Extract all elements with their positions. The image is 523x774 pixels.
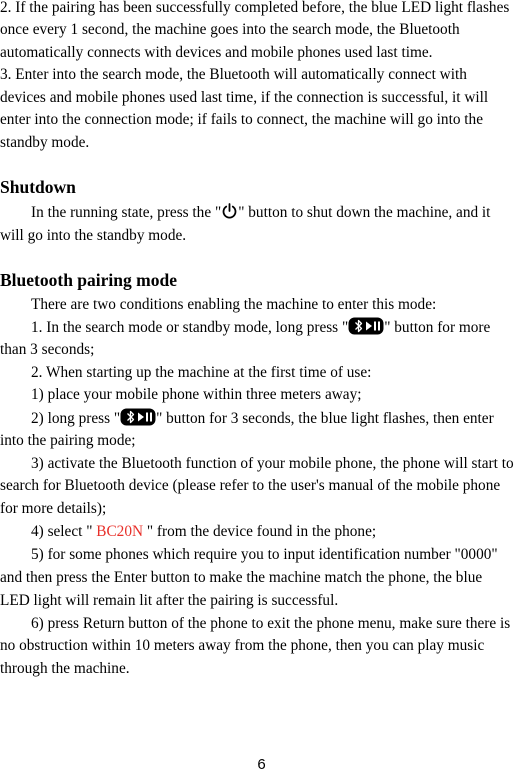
pairing-line-7: into the pairing mode; bbox=[0, 432, 136, 449]
pairing-l11-after: " from the device found in the phone; bbox=[143, 523, 377, 540]
pairing-l2-after: " button for more bbox=[384, 319, 491, 336]
pairing-heading: Bluetooth pairing mode bbox=[0, 270, 177, 290]
pairing-line-1: There are two conditions enabling the machine to enter this mode: bbox=[31, 296, 437, 313]
intro-line-2: once every 1 second, the machine goes into the search mode, the Bluetooth bbox=[0, 21, 460, 38]
pairing-line-11 bbox=[31, 522, 376, 541]
intro-line-1: 2. If the pairing has been successfully completed before, the blue LED light flashes bbox=[0, 0, 510, 16]
pairing-line-10: for more details); bbox=[0, 500, 107, 517]
shutdown-line-2: will go into the standby mode. bbox=[0, 227, 187, 244]
pairing-l6-after: " button for 3 seconds, the blue light flashes, then enter bbox=[156, 410, 494, 427]
shutdown-heading: Shutdown bbox=[0, 177, 76, 197]
power-icon bbox=[221, 203, 238, 225]
device-name: BC20N bbox=[96, 523, 144, 540]
bluetooth-play-pause-icon bbox=[348, 317, 384, 340]
intro-line-3: automatically connects with devices and mobile phones used last time. bbox=[0, 44, 433, 61]
pairing-line-8: 3) activate the Bluetooth function of your mobile phone, the phone will start to bbox=[31, 455, 514, 472]
pairing-line-16: no obstruction within 10 meters away from the phone, then you can play music bbox=[0, 637, 485, 654]
pairing-line-14: LED light will remain lit after the pairing is successful. bbox=[0, 592, 339, 609]
pairing-line-3: than 3 seconds; bbox=[0, 341, 95, 358]
bluetooth-play-pause-icon bbox=[120, 408, 156, 431]
shutdown-text-before: In the running state, press the " bbox=[31, 204, 222, 221]
intro-line-4: 3. Enter into the search mode, the Bluetooth will automatically connect with bbox=[0, 66, 467, 83]
pairing-line-5: 1) place your mobile phone within three meters away; bbox=[31, 386, 362, 403]
pairing-line-17: through the machine. bbox=[0, 660, 130, 677]
intro-line-7: standby mode. bbox=[0, 134, 90, 151]
pairing-line-2 bbox=[31, 317, 490, 340]
pairing-line-15: 6) press Return button of the phone to exit the phone menu, make sure there is bbox=[31, 615, 511, 632]
pairing-line-4: 2. When starting up the machine at the first time of use: bbox=[31, 364, 372, 381]
shutdown-text-after: " button to shut down the machine, and it bbox=[238, 204, 491, 221]
pairing-l6-before: 2) long press " bbox=[31, 410, 121, 427]
intro-line-6: enter into the connection mode; if fails to connect, the machine will go into the bbox=[0, 111, 483, 128]
intro-line-5: devices and mobile phones used last time, if the connection is successful, it will bbox=[0, 89, 489, 106]
shutdown-line-1 bbox=[31, 203, 490, 225]
pairing-line-9: search for Bluetooth device (please refer to the user's manual of the mobile phone bbox=[0, 477, 501, 494]
pairing-l2-before: 1. In the search mode or standby mode, long press " bbox=[31, 319, 349, 336]
pairing-line-6 bbox=[31, 408, 494, 431]
pairing-l11-before: 4) select " bbox=[31, 523, 97, 540]
pairing-line-12: 5) for some phones which require you to input identification number "0000" bbox=[31, 546, 498, 563]
pairing-line-13: and then press the Enter button to make the machine match the phone, the blue bbox=[0, 569, 483, 586]
page-number: 6 bbox=[257, 756, 266, 773]
